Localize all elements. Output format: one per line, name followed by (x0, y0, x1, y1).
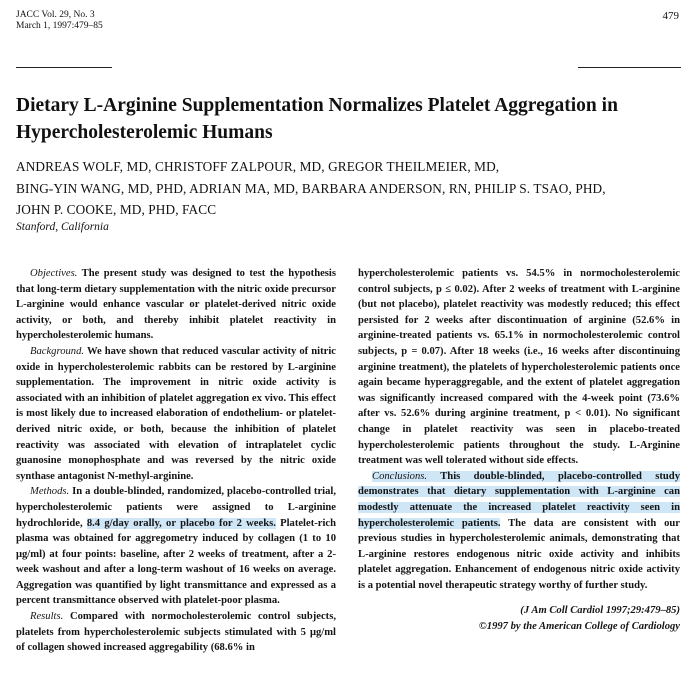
methods-text: In a double-blinded, randomized, placebo-controlled trial, hypercholesterolemic patients were assigned to L-arginine hydrochloride, (16, 486, 336, 529)
objectives-heading: Objectives. (30, 268, 78, 279)
author-line: JOHN P. COOKE, MD, PHD, FACC (16, 202, 217, 217)
results-paragraph (16, 609, 336, 656)
abstract-column-right (358, 266, 680, 635)
background-heading: Background. (30, 345, 85, 357)
methods-paragraph (16, 484, 336, 609)
article-title: Dietary L-Arginine Supplementation Normalizes Platelet Aggregation in Hypercholesterolemic Humans (16, 95, 618, 143)
background-paragraph (16, 344, 336, 484)
conclusions-paragraph (358, 469, 680, 594)
conclusions-text: The data are consistent with our previous studies in hypercholesterolemic animals, demonstrating that L-arginine restores endogenous nitric oxide activity and inhibits platelet aggregation. Enhancement of endogenous nitric oxide activity is a potential novel therapeutic strategy worthy of further study. (358, 517, 681, 591)
journal-citation: (J Am Coll Cardiol 1997;29:479–85) (520, 605, 680, 617)
copyright-line: ©1997 by the American College of Cardiology (478, 621, 680, 633)
objectives-text: The present study was designed to test the hypothesis that long-term dietary supplementation with the nitric oxide precursor L-arginine would enhance vascular or platelet-derived nitric oxide activity, or both, and thereby inhibit platelet reactivity in hypercholesterolemic humans. (16, 268, 336, 342)
methods-heading: Methods. (30, 486, 70, 498)
objectives-paragraph (16, 266, 336, 344)
issue-date-pages: March 1, 1997:479–85 (16, 21, 103, 31)
citation-block (358, 603, 680, 634)
results-continued: hypercholesterolemic patients vs. 54.5% in normocholesterolemic control subjects, p ≤ 0.02). After 2 weeks of treatment with L-arginine (but not placebo), platelet reactivity was modestly reduced; this effect persisted for 2 weeks after discontinuation of arginine (52.6% in arginine-treated patients vs. 65.1% in normocholesterolemic control subjects, p = 0.07). After 18 weeks (i.e., 16 weeks after discontinuing arginine treatment), the platelets of hypercholesterolemic patients once again became hyperaggregable, and the extent of platelet aggregation was significantly increased compared with the 4-week point (73.6% after vs. 52.6% during arginine treatment, p < 0.01). No significant change in platelet reactivity was seen in placebo-treated hypercholesterolemic patients throughout the study. L-Arginine treatment was well tolerated without side effects. (358, 268, 680, 467)
author-line: BING-YIN WANG, MD, PHD, ADRIAN MA, MD, BARBARA ANDERSON, RN, PHILIP S. TSAO, PHD, (16, 180, 606, 196)
author-line: ANDREAS WOLF, MD, CHRISTOFF ZALPOUR, MD, GREGOR THEILMEIER, MD, (16, 159, 500, 174)
methods-highlight: 8.4 g/day orally, or placebo for 2 weeks. (86, 517, 276, 529)
header-rule-left (16, 67, 112, 68)
running-header (16, 10, 103, 32)
methods-text-cont: Platelet-rich plasma was obtained for aggregometry induced by collagen (1 to 10 μg/ml) at four points: baseline, after 2 weeks of treatment, after a 2-week washout and after a long-term washout of 16 weeks on average. Aggregation was quantified by light transmittance and expressed as a percent transmittance observed with platelet-poor plasma. (16, 517, 336, 607)
abstract-column-left (16, 266, 336, 656)
journal-volume: JACC Vol. 29, No. 3 (16, 10, 95, 20)
header-rule-right (578, 67, 681, 68)
results-heading: Results. (30, 611, 64, 623)
background-text: We have shown that reduced vascular activity of nitric oxide in hypercholesterolemic rabbits can be restored by L-arginine supplementation. The improvement in nitric oxide activity is associated with an inhibition of platelet aggregation ex vivo. This effect is most likely due to increased elaboration of endothelium- or platelet-derived nitric oxide, or both, because the inhibition of platelet reactivity was associated with elevation of intraplatelet cyclic guanosine monophosphate and was reversed by the nitric oxide synthase antagonist N-methyl-arginine. (16, 345, 336, 482)
affiliation: Stanford, California (16, 221, 109, 233)
results-text: Compared with normocholesterolemic control subjects, platelets from hypercholesterolemic subjects stimulated with 5 μg/ml of collagen showed increased aggregability (68.6% in (16, 611, 336, 654)
page-number: 479 (662, 10, 679, 22)
conclusions-highlight-text: This double-blinded, placebo-controlled study demonstrates that dietary supplementation with L-arginine can modestly attenuate the increased platelet reactivity seen in hypercholesterolemic patients. (358, 470, 680, 529)
conclusions-heading: Conclusions. (372, 470, 428, 482)
author-list (16, 156, 686, 221)
